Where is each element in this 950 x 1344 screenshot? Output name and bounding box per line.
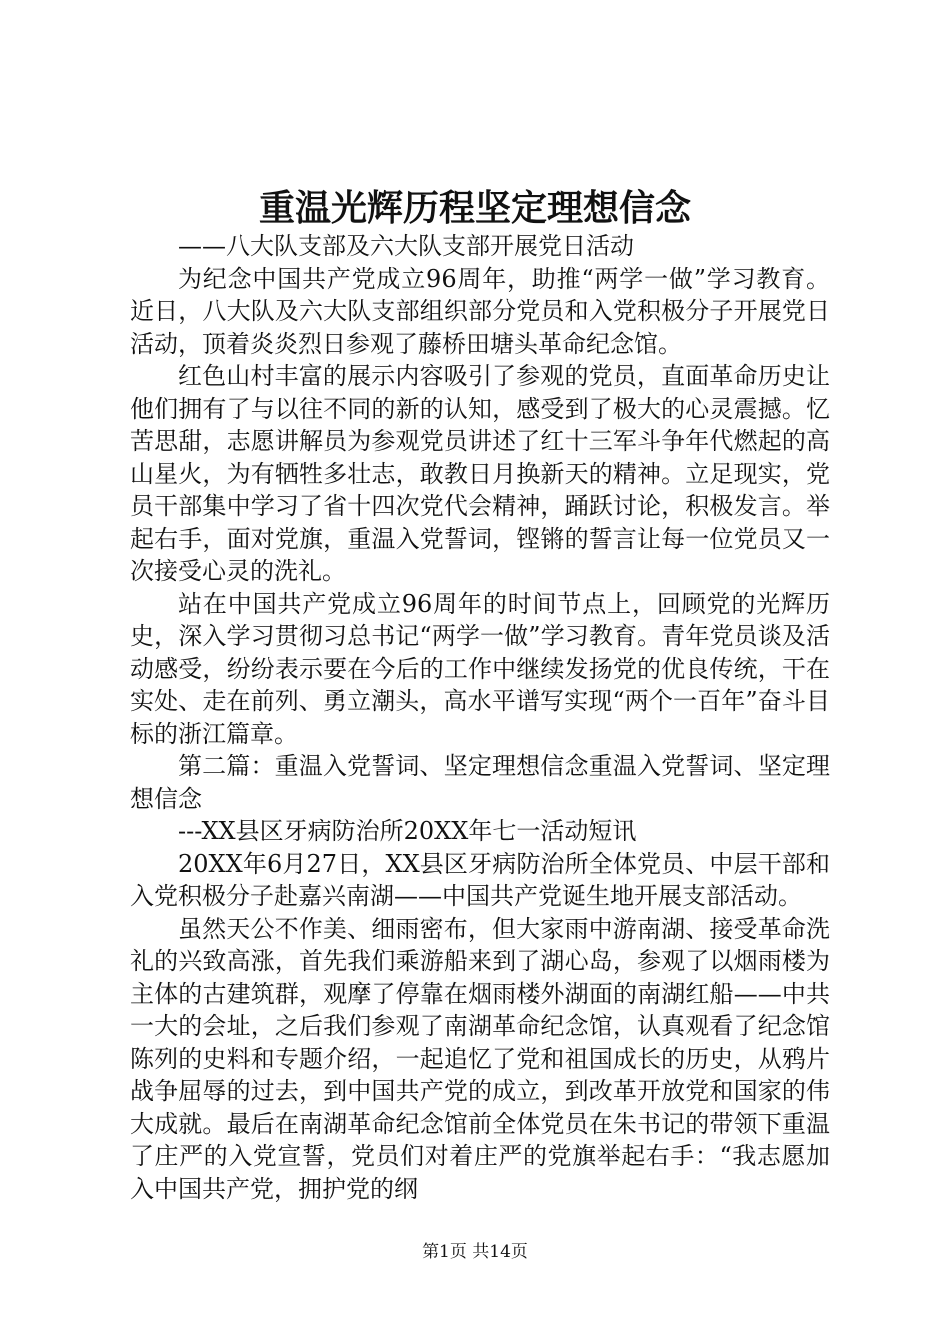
section-subtitle: ---XX县区牙病防治所20XX年七一活动短讯 — [178, 817, 637, 845]
page-title: 重温光辉历程坚定理想信念 — [258, 187, 691, 229]
section-heading: 第二篇：重温入党誓词、坚定理想信念重温入党誓词、坚定理想信念 — [130, 752, 830, 813]
document-body — [130, 230, 830, 1205]
paragraph: 20XX年6月27日，XX县区牙病防治所全体党员、中层干部和入党积极分子赴嘉兴南湖——中国共产党诞生地开展支部活动。 — [130, 849, 830, 910]
paragraph: 站在中国共产党成立96周年的时间节点上，回顾党的光辉历史，深入学习贯彻习总书记“两学一做”学习教育。青年党员谈及活动感受，纷纷表示要在今后的工作中继续发扬党的优良传统，干在实处、走在前列、勇立潮头，高水平谱写实现“两个一百年”奋斗目标的浙江篇章。 — [130, 589, 830, 748]
subtitle: ——八大队支部及六大队支部开展党日活动 — [178, 232, 634, 260]
paragraph: 为纪念中国共产党成立96周年，助推“两学一做”学习教育。近日，八大队及六大队支部组织部分党员和入党积极分子开展党日活动，顶着炎炎烈日参观了藤桥田塘头革命纪念馆。 — [130, 264, 830, 358]
paragraph: 虽然天公不作美、细雨密布，但大家雨中游南湖、接受革命洗礼的兴致高涨，首先我们乘游船来到了湖心岛，参观了以烟雨楼为主体的古建筑群，观摩了停靠在烟雨楼外湖面的南湖红船——中共一大的会址，之后我们参观了南湖革命纪念馆，认真观看了纪念馆陈列的史料和专题介绍，一起追忆了党和祖国成长的历史，从鸦片战争屈辱的过去，到中国共产党的成立，到改革开放党和国家的伟大成就。最后在南湖革命纪念馆前全体党员在朱书记的带领下重温了庄严的入党宣誓，党员们对着庄严的党旗举起右手：“我志愿加入中国共产党，拥护党的纲 — [130, 914, 830, 1203]
page-number: 第1页 共14页 — [422, 1242, 528, 1262]
paragraph: 红色山村丰富的展示内容吸引了参观的党员，直面革命历史让他们拥有了与以往不同的新的认知，感受到了极大的心灵震撼。忆苦思甜，志愿讲解员为参观党员讲述了红十三军斗争年代燃起的高山星火，为有牺牲多壮志，敢教日月换新天的精神。立足现实，党员干部集中学习了省十四次党代会精神，踊跃讨论，积极发言。举起右手，面对党旗，重温入党誓词，铿锵的誓言让每一位党员又一次接受心灵的洗礼。 — [130, 362, 830, 585]
